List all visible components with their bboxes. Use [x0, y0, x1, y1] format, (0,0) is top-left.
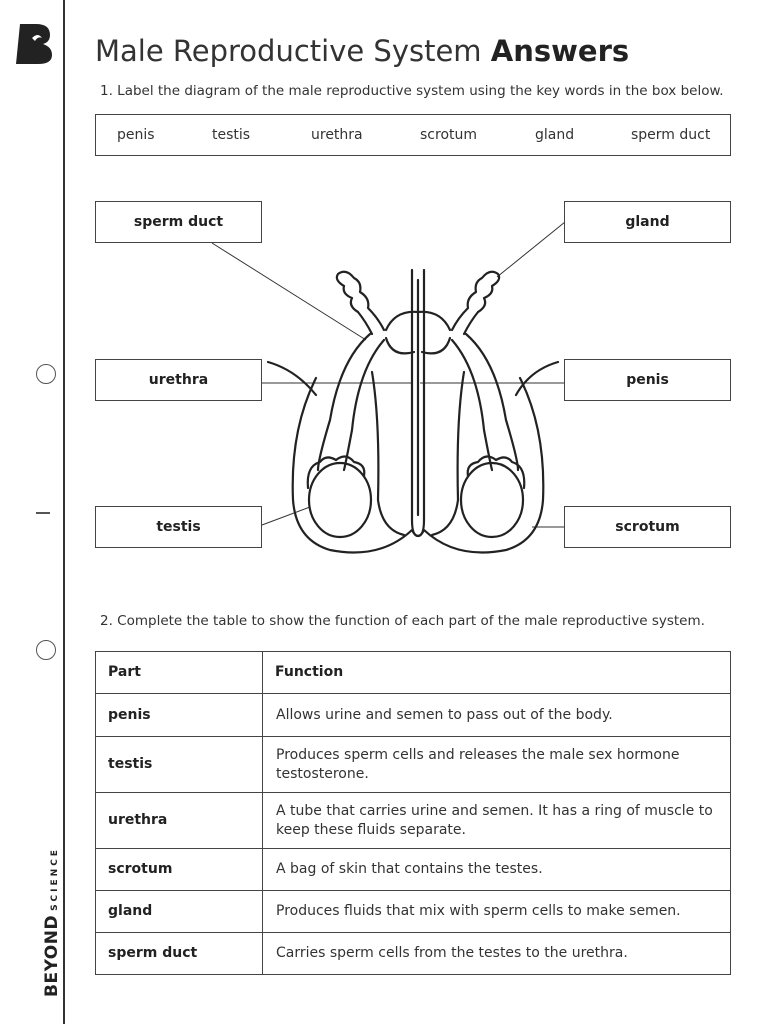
keyword-urethra: urethra [311, 127, 363, 143]
title-bold: Answers [490, 34, 630, 68]
table-cell-part: urethra [96, 793, 263, 849]
label-urethra: urethra [95, 359, 262, 401]
keyword-testis: testis [212, 127, 251, 143]
table-cell-function: Carries sperm cells from the testes to the urethra. [263, 933, 731, 975]
table-cell-function: A tube that carries urine and semen. It has a ring of muscle to keep these fluids separate. [263, 793, 731, 849]
function-table [95, 651, 731, 975]
label-testis: testis [95, 506, 262, 548]
keyword-box [95, 114, 731, 156]
table-row [96, 793, 731, 849]
table-cell-part: sperm duct [96, 933, 263, 975]
table-cell-part: gland [96, 891, 263, 933]
keyword-gland: gland [535, 127, 575, 143]
question-1: 1. Label the diagram of the male reproductive system using the key words in the box below. [100, 83, 724, 99]
beyond-logo [14, 22, 54, 66]
title-main: Male Reproductive System [95, 34, 482, 68]
brand-vertical [10, 845, 62, 1005]
table-header-part: Part [96, 652, 263, 694]
label-gland: gland [564, 201, 731, 243]
table-cell-function: A bag of skin that contains the testes. [263, 849, 731, 891]
question-2: 2. Complete the table to show the function of each part of the male reproductive system. [100, 613, 705, 629]
table-cell-function: Produces sperm cells and releases the male sex hormone testosterone. [263, 737, 731, 793]
table-row [96, 891, 731, 933]
brand-science: SCIENCE [50, 847, 60, 911]
table-row [96, 849, 731, 891]
table-cell-function: Allows urine and semen to pass out of the body. [263, 694, 731, 737]
table-cell-part: testis [96, 737, 263, 793]
table-row [96, 694, 731, 737]
label-sperm-duct: sperm duct [95, 201, 262, 243]
organ-outline [268, 270, 558, 553]
binder-hole-bottom [36, 640, 56, 660]
margin-line [63, 0, 65, 1024]
table-cell-part: penis [96, 694, 263, 737]
table-cell-part: scrotum [96, 849, 263, 891]
table-header-row [96, 652, 731, 694]
keyword-scrotum: scrotum [420, 127, 478, 143]
keyword-penis: penis [117, 127, 155, 143]
table-cell-function: Produces fluids that mix with sperm cells to make semen. [263, 891, 731, 933]
pointer-lines [212, 222, 565, 527]
margin-tick [36, 512, 50, 514]
binder-hole-top [36, 364, 56, 384]
table-header-function: Function [263, 652, 731, 694]
label-scrotum: scrotum [564, 506, 731, 548]
table-row [96, 737, 731, 793]
page-title [95, 34, 629, 68]
keyword-sperm-duct: sperm duct [631, 127, 711, 143]
label-penis: penis [564, 359, 731, 401]
brand-beyond: BEYOND [42, 914, 62, 997]
table-row [96, 933, 731, 975]
